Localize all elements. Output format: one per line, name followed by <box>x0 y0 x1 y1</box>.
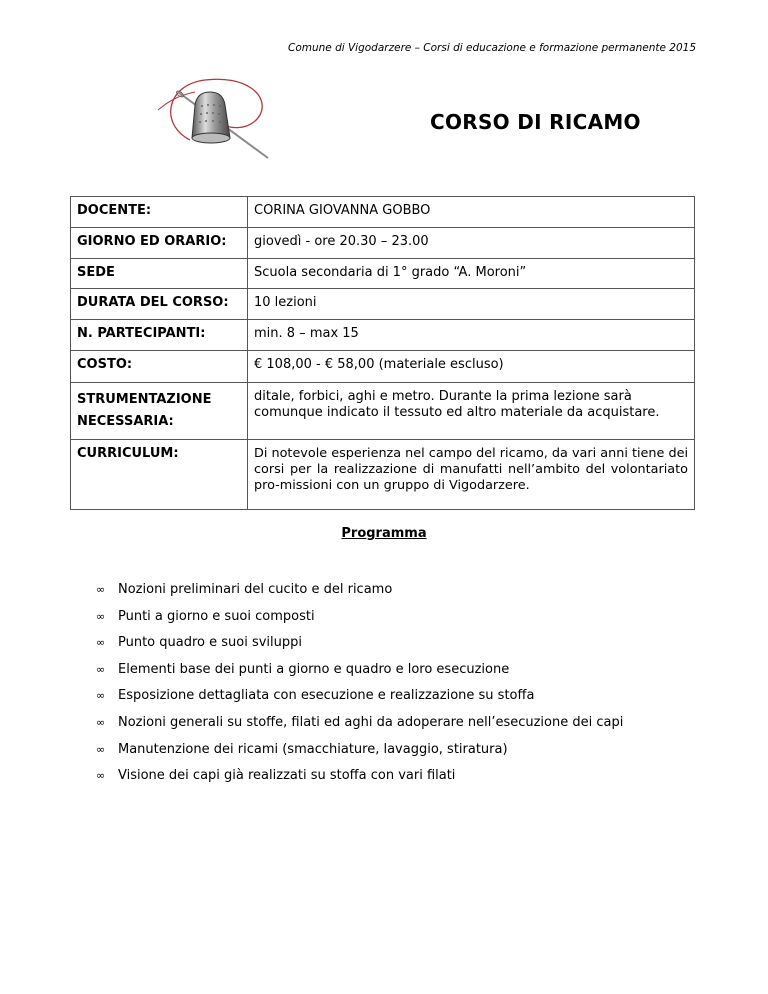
row-label: CURRICULUM: <box>71 440 248 510</box>
row-label-line: STRUMENTAZIONE <box>77 392 212 407</box>
list-item-text: Esposizione dettagliata con esecuzione e realizzazione su stoffa <box>118 688 535 704</box>
bullet-icon: ∞ <box>96 583 106 596</box>
bullet-icon: ∞ <box>96 636 106 650</box>
list-item <box>96 607 623 634</box>
table-row <box>71 289 695 320</box>
bullet-icon: ∞ <box>96 689 106 703</box>
table-row <box>71 440 695 510</box>
list-item-text: Visione dei capi già realizzati su stoffa con vari filati <box>118 768 456 784</box>
list-item <box>96 766 623 793</box>
row-value: Di notevole esperienza nel campo del ricamo, da vari anni tiene dei corsi per la realizzazione di manufatti nell’ambito del volontariato pro-missioni con un gruppo di Vigodarzere. <box>248 440 695 510</box>
row-value: € 108,00 - € 58,00 (materiale escluso) <box>248 351 695 383</box>
row-value: 10 lezioni <box>248 289 695 320</box>
row-value: Scuola secondaria di 1° grado “A. Moroni” <box>248 259 695 289</box>
row-label-line: NECESSARIA: <box>77 414 174 429</box>
list-item <box>96 633 623 660</box>
list-item-text: Punto quadro e suoi sviluppi <box>118 635 303 651</box>
page-header: Comune di Vigodarzere – Corsi di educazione e formazione permanente 2015 <box>287 42 696 54</box>
row-label: SEDE <box>71 259 248 289</box>
table-row <box>71 228 695 259</box>
row-label: COSTO: <box>71 351 248 383</box>
row-label: DOCENTE: <box>71 197 248 228</box>
bullet-icon: ∞ <box>96 742 106 756</box>
row-value: giovedì - ore 20.30 – 23.00 <box>248 228 695 259</box>
page-title: CORSO DI RICAMO <box>430 110 641 134</box>
table-row <box>71 320 695 351</box>
row-value: ditale, forbici, aghi e metro. Durante la prima lezione sarà comunque indicato il tessuto ed altro materiale da acquistare. <box>248 383 695 440</box>
row-label <box>71 383 248 440</box>
table-row <box>71 259 695 289</box>
table-row <box>71 351 695 383</box>
bullet-icon: ∞ <box>96 769 106 783</box>
course-info-table <box>70 196 695 510</box>
thimble-needle-icon <box>150 70 275 170</box>
list-item-text: Manutenzione dei ricami (smacchiature, lavaggio, stiratura) <box>118 741 508 757</box>
program-list <box>96 580 623 793</box>
row-value: CORINA GIOVANNA GOBBO <box>248 197 695 228</box>
list-item <box>96 713 623 740</box>
list-item <box>96 580 623 607</box>
list-item <box>96 740 623 767</box>
bullet-icon: ∞ <box>96 715 106 729</box>
list-item-text: Elementi base dei punti a giorno e quadro e loro esecuzione <box>118 661 510 677</box>
table-row <box>71 197 695 228</box>
list-item-text: Nozioni preliminari del cucito e del ricamo <box>118 582 393 597</box>
row-label: GIORNO ED ORARIO: <box>71 228 248 259</box>
list-item <box>96 660 623 687</box>
row-label: N. PARTECIPANTI: <box>71 320 248 351</box>
row-value: min. 8 – max 15 <box>248 320 695 351</box>
bullet-icon: ∞ <box>96 609 106 623</box>
row-label: DURATA DEL CORSO: <box>71 289 248 320</box>
bullet-icon: ∞ <box>96 662 106 676</box>
list-item-text: Punti a giorno e suoi composti <box>118 608 315 624</box>
program-title: Programma <box>341 526 427 541</box>
table-row <box>71 383 695 440</box>
list-item-text: Nozioni generali su stoffe, filati ed aghi da adoperare nell’esecuzione dei capi <box>118 714 624 730</box>
list-item <box>96 686 623 713</box>
